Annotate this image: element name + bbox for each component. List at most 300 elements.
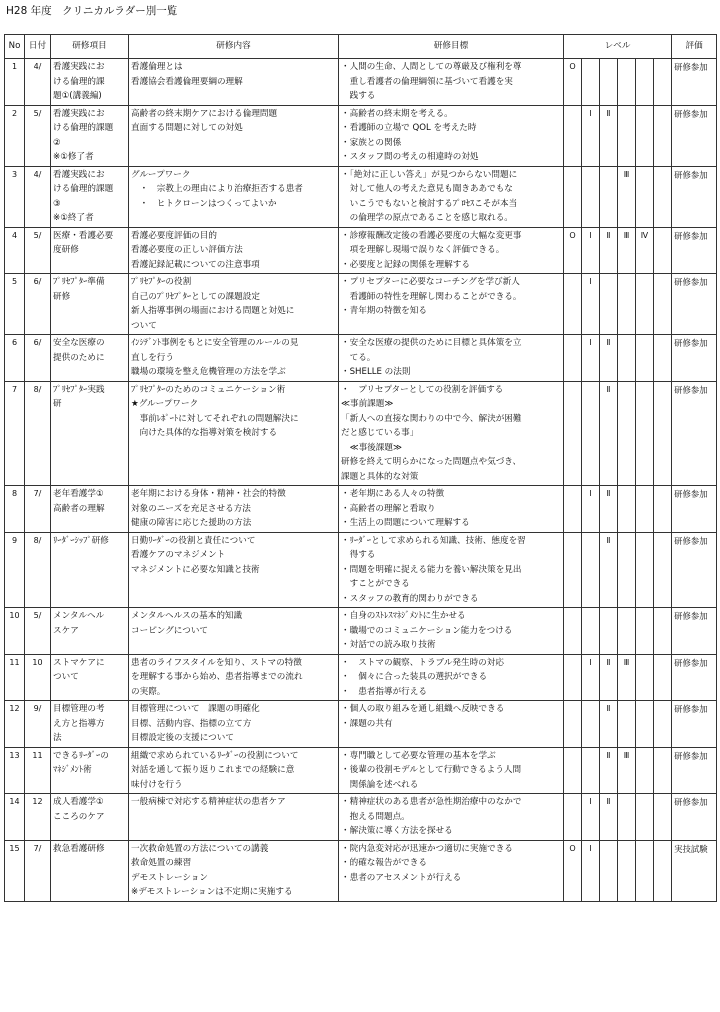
table-row <box>5 227 717 274</box>
level-mark: Ⅱ <box>600 105 618 166</box>
goal-line: ・後輩の役割モデルとして行動できるよう人間 <box>341 765 522 775</box>
level-mark <box>582 747 600 794</box>
row-item <box>51 701 129 748</box>
row-content <box>129 747 339 794</box>
row-item <box>51 794 129 841</box>
level-mark <box>654 794 672 841</box>
row-evaluation: 研修参加 <box>672 381 717 486</box>
row-evaluation: 研修参加 <box>672 227 717 274</box>
row-goal <box>339 747 564 794</box>
level-mark <box>618 794 636 841</box>
content-line: コーピングについて <box>131 625 209 636</box>
level-mark: Ⅰ <box>582 274 600 335</box>
item-line: ストマケアに <box>53 657 105 668</box>
row-item <box>51 532 129 608</box>
table-row <box>5 794 717 841</box>
row-date: 12 <box>25 794 51 841</box>
level-mark <box>636 166 654 227</box>
row-date: 4/ <box>25 166 51 227</box>
table-row <box>5 608 717 655</box>
content-line: 一般病棟で対応する精神症状の患者ケア <box>131 797 286 807</box>
goal-line: ・問題を明確に捉える能力を養い解決策を見出 <box>341 564 522 575</box>
goal-line: ・患者のアセスメントが行える <box>341 872 462 883</box>
item-line: 高齢者の理解 <box>53 503 105 514</box>
item-line: メンタルヘル <box>53 611 105 621</box>
row-content <box>129 335 339 382</box>
goal-line: ・高齢者の終末期を考える。 <box>341 108 453 119</box>
row-number: 4 <box>5 227 25 274</box>
level-mark <box>636 486 654 533</box>
content-line: 健康の障害に応じた援助の方法 <box>131 518 252 528</box>
content-line: を理解する事から始め、患者指導までの流れ <box>131 672 303 682</box>
table-row <box>5 166 717 227</box>
item-line: 研 <box>53 399 62 409</box>
item-line: 看護実践にお <box>53 169 105 180</box>
level-mark: Ⅲ <box>618 227 636 274</box>
table-row <box>5 105 717 166</box>
row-evaluation: 研修参加 <box>672 747 717 794</box>
row-content <box>129 701 339 748</box>
item-line: 法 <box>53 733 62 743</box>
goal-line: ・生活上の問題について理解する <box>341 518 470 528</box>
level-mark <box>654 59 672 106</box>
goal-line: ・自身のｽﾄﾚｽﾏﾈｼﾞﾒﾝﾄに生かせる <box>341 611 466 621</box>
row-evaluation: 研修参加 <box>672 335 717 382</box>
level-mark <box>564 274 582 335</box>
header-item: 研修項目 <box>51 35 129 59</box>
row-number: 14 <box>5 794 25 841</box>
row-date: 11 <box>25 747 51 794</box>
content-line: 老年期における身体・精神・社会的特徴 <box>131 489 286 499</box>
content-line: 看護記録記載についての注意事項 <box>131 259 260 270</box>
content-line: 目標、活動内容、指標の立て方 <box>131 718 252 729</box>
item-line: ﾏﾈｼﾞﾒﾝﾄ術 <box>53 765 92 775</box>
level-mark: O <box>564 227 582 274</box>
item-line: え方と指導方 <box>53 718 105 729</box>
level-mark <box>618 274 636 335</box>
goal-line: ≪事前課題≫ <box>341 399 394 409</box>
content-line: 職場の環境を整え危機管理の方法を学ぶ <box>131 367 286 377</box>
content-line: マネジメントに必要な知識と技術 <box>131 564 260 575</box>
row-item <box>51 105 129 166</box>
goal-line: の倫理学の原点であることを感じ取れる。 <box>341 213 513 223</box>
item-line: 看護実践にお <box>53 62 105 72</box>
level-mark <box>618 532 636 608</box>
row-goal <box>339 840 564 901</box>
row-evaluation: 研修参加 <box>672 166 717 227</box>
item-line: 看護実践にお <box>53 108 105 119</box>
row-goal <box>339 381 564 486</box>
header-eval: 評価 <box>672 35 717 59</box>
goal-line: ・プリセプターに必要なコーチングを学び新人 <box>341 277 520 287</box>
row-content <box>129 486 339 533</box>
table-row <box>5 59 717 106</box>
item-line: 研修 <box>53 291 71 302</box>
level-mark <box>636 840 654 901</box>
header-goal: 研修目標 <box>339 35 564 59</box>
goal-line: すことができる <box>341 579 410 589</box>
level-mark <box>636 381 654 486</box>
level-mark: Ⅰ <box>582 486 600 533</box>
level-mark: Ⅰ <box>582 227 600 274</box>
goal-line: ・看護師の立場で QOL を考えた時 <box>341 123 477 133</box>
level-mark <box>564 335 582 382</box>
row-date: 4/ <box>25 59 51 106</box>
content-line: 組織で求められているﾘｰﾀﾞｰの役割について <box>131 750 299 761</box>
content-line: ・ ヒトクローンはつくってよいか <box>131 198 277 209</box>
row-goal <box>339 105 564 166</box>
row-number: 8 <box>5 486 25 533</box>
level-mark <box>636 794 654 841</box>
goal-line: ・院内急変対応が迅速かつ適切に実施できる <box>341 843 513 854</box>
row-goal <box>339 335 564 382</box>
goal-line: 得する <box>341 550 376 560</box>
goal-line: 抱える問題点。 <box>341 811 410 822</box>
table-row <box>5 840 717 901</box>
row-evaluation: 実技試験 <box>672 840 717 901</box>
level-mark: Ⅱ <box>600 794 618 841</box>
row-content <box>129 381 339 486</box>
level-mark <box>600 166 618 227</box>
row-item <box>51 747 129 794</box>
content-line: ﾌﾟﾘｾﾌﾟﾀｰの役割 <box>131 277 192 287</box>
item-line: ついて <box>53 672 79 682</box>
level-mark <box>636 335 654 382</box>
row-date: 8/ <box>25 532 51 608</box>
goal-line: てる。 <box>341 352 376 363</box>
item-line: ③ <box>53 198 61 209</box>
level-mark: Ⅱ <box>600 747 618 794</box>
item-line: ﾌﾟﾘｾﾌﾟﾀｰ実践 <box>53 384 105 395</box>
level-mark <box>618 105 636 166</box>
row-content <box>129 532 339 608</box>
row-date: 7/ <box>25 840 51 901</box>
content-line: 自己のﾌﾟﾘｾﾌﾟﾀｰとしての課題設定 <box>131 291 260 302</box>
level-mark <box>582 166 600 227</box>
item-line: ※①修了者 <box>53 152 94 162</box>
row-item <box>51 486 129 533</box>
content-line: ★グループワーク <box>131 399 199 409</box>
goal-line: ・ 患者指導が行える <box>341 686 427 697</box>
row-item <box>51 381 129 486</box>
content-line: 日勤ﾘｰﾀﾞｰの役割と責任について <box>131 535 256 546</box>
level-mark <box>582 59 600 106</box>
row-date: 5/ <box>25 227 51 274</box>
row-goal <box>339 608 564 655</box>
content-line: 向けた具体的な指導対策を検討する <box>131 428 278 438</box>
row-date: 8/ <box>25 381 51 486</box>
goal-line: だと感じている事」 <box>341 428 419 438</box>
row-content <box>129 105 339 166</box>
goal-line: ・「絶対に正しい答え」が見つからない問題に <box>341 169 518 180</box>
row-date: 5/ <box>25 105 51 166</box>
level-mark <box>582 608 600 655</box>
content-line: 目標設定後の支援について <box>131 733 234 743</box>
goal-line: いこうでもないと検討するﾌﾟﾛｾｽこそが本当 <box>341 198 518 209</box>
level-mark <box>636 274 654 335</box>
row-number: 7 <box>5 381 25 486</box>
level-mark <box>654 381 672 486</box>
header-row <box>5 35 717 59</box>
row-goal <box>339 486 564 533</box>
goal-line: 研修を終えて明らかになった問題点や気づき、 <box>341 457 522 467</box>
level-mark: Ⅲ <box>618 166 636 227</box>
level-mark: Ⅱ <box>600 335 618 382</box>
content-line: 救命処置の練習 <box>131 858 192 868</box>
row-goal <box>339 654 564 701</box>
goal-line: ・SHELLE の法則 <box>341 367 411 377</box>
content-line: 直しを行う <box>131 352 174 363</box>
level-mark <box>654 166 672 227</box>
row-goal <box>339 59 564 106</box>
level-mark <box>582 381 600 486</box>
content-line: ついて <box>131 320 157 331</box>
content-line: ｲﾝｼﾃﾞﾝﾄ事例をもとに安全管理のルールの見 <box>131 338 299 348</box>
level-mark <box>654 840 672 901</box>
level-mark <box>654 335 672 382</box>
content-line: ﾌﾟﾘｾﾌﾟﾀｰのためのコミュニケーション術 <box>131 384 286 395</box>
level-mark: Ⅰ <box>582 794 600 841</box>
row-number: 9 <box>5 532 25 608</box>
table-row <box>5 701 717 748</box>
row-date: 6/ <box>25 335 51 382</box>
level-mark <box>564 794 582 841</box>
item-line: ※①終了者 <box>53 213 94 223</box>
row-goal <box>339 794 564 841</box>
row-evaluation: 研修参加 <box>672 532 717 608</box>
level-mark <box>654 486 672 533</box>
row-item <box>51 840 129 901</box>
row-number: 5 <box>5 274 25 335</box>
level-mark <box>636 532 654 608</box>
level-mark: Ⅲ <box>618 747 636 794</box>
header-no: No <box>5 35 25 59</box>
row-date: 10 <box>25 654 51 701</box>
goal-line: 重し看護者の倫理綱領に基づいて看護を実 <box>341 76 513 87</box>
row-content <box>129 608 339 655</box>
ladder-table <box>4 34 717 902</box>
row-number: 15 <box>5 840 25 901</box>
goal-line: ≪事後課題≫ <box>341 442 402 453</box>
row-item <box>51 608 129 655</box>
level-mark: Ⅱ <box>600 486 618 533</box>
content-line: 味付けを行う <box>131 779 183 790</box>
goal-line: ・ﾘｰﾀﾞｰとして求められる知識、技術、態度を習 <box>341 535 526 546</box>
level-mark: O <box>564 59 582 106</box>
level-mark <box>654 532 672 608</box>
level-mark: Ⅳ <box>636 227 654 274</box>
row-content <box>129 166 339 227</box>
item-line: 救急看護研修 <box>53 843 105 854</box>
level-mark: O <box>564 840 582 901</box>
level-mark <box>654 654 672 701</box>
level-mark <box>654 747 672 794</box>
goal-line: 対して他人の考えた意見も聞きああでもな <box>341 184 513 194</box>
level-mark <box>582 532 600 608</box>
level-mark <box>600 274 618 335</box>
row-content <box>129 794 339 841</box>
content-line: ※デモストレーションは不定期に実施する <box>131 887 293 897</box>
row-goal <box>339 701 564 748</box>
row-item <box>51 335 129 382</box>
table-row <box>5 532 717 608</box>
row-number: 3 <box>5 166 25 227</box>
row-content <box>129 840 339 901</box>
level-mark <box>564 166 582 227</box>
row-goal <box>339 274 564 335</box>
level-mark <box>636 59 654 106</box>
content-line: の実際。 <box>131 686 166 697</box>
goal-line: 「新人への直接な関わりの中で今、解決が困難 <box>341 413 522 424</box>
row-number: 13 <box>5 747 25 794</box>
item-line: ﾘｰﾀﾞｰｼｯﾌﾟ研修 <box>53 535 109 546</box>
level-mark <box>636 608 654 655</box>
level-mark <box>564 701 582 748</box>
content-line: 患者のライフスタイルを知り、ストマの特徴 <box>131 657 302 668</box>
item-line: ける倫理的課 <box>53 76 105 87</box>
level-mark <box>564 608 582 655</box>
level-mark <box>654 105 672 166</box>
item-line: 度研修 <box>53 245 79 255</box>
goal-line: ・課題の共有 <box>341 718 393 729</box>
row-evaluation: 研修参加 <box>672 701 717 748</box>
row-evaluation: 研修参加 <box>672 486 717 533</box>
level-mark: Ⅰ <box>582 105 600 166</box>
row-number: 11 <box>5 654 25 701</box>
content-line: デモストレーション <box>131 872 209 883</box>
goal-line: ・スタッフ間の考えの相違時の対処 <box>341 152 479 162</box>
table-row <box>5 654 717 701</box>
row-content <box>129 274 339 335</box>
row-item <box>51 274 129 335</box>
row-item <box>51 227 129 274</box>
goal-line: ・ プリセプターとしての役割を評価する <box>341 384 504 395</box>
goal-line: ・解決策に導く方法を探せる <box>341 826 453 836</box>
item-line: スケア <box>53 625 79 636</box>
row-goal <box>339 166 564 227</box>
content-line: 事前ﾚﾎﾟｰﾄに対してそれぞれの問題解決に <box>131 413 299 424</box>
goal-line: ・的確な報告ができる <box>341 858 427 868</box>
table-row <box>5 486 717 533</box>
item-line: こころのケア <box>53 811 105 822</box>
goal-line: ・職場でのコミュニケーション能力をつける <box>341 625 513 636</box>
level-mark: Ⅰ <box>582 840 600 901</box>
level-mark <box>618 608 636 655</box>
row-goal <box>339 532 564 608</box>
level-mark <box>564 532 582 608</box>
item-line: ける倫理的課題 <box>53 184 114 194</box>
goal-line: 課題と具体的な対策 <box>341 471 419 482</box>
table-row <box>5 274 717 335</box>
content-line: 高齢者の終末期ケアにおける倫理問題 <box>131 108 278 119</box>
goal-line: ・家族との関係 <box>341 137 402 148</box>
item-line: 老年看護学① <box>53 489 104 499</box>
level-mark <box>564 486 582 533</box>
level-mark <box>618 59 636 106</box>
item-line: 提供のために <box>53 352 105 363</box>
level-mark: Ⅰ <box>582 654 600 701</box>
row-date: 5/ <box>25 608 51 655</box>
content-line: 新人指導事例の場面における問題と対処に <box>131 306 295 316</box>
level-mark <box>636 654 654 701</box>
content-line: 直面する問題に対しての対処 <box>131 123 243 133</box>
item-line: 成人看護学① <box>53 797 104 807</box>
level-mark: Ⅰ <box>582 335 600 382</box>
level-mark <box>636 747 654 794</box>
level-mark <box>654 701 672 748</box>
item-line: ける倫理的課題 <box>53 123 114 133</box>
content-line: 目標管理について 課題の明確化 <box>131 704 260 714</box>
goal-line: ・ 個々に合った装具の選択ができる <box>341 672 488 682</box>
content-line: グループワーク <box>131 169 191 180</box>
level-mark <box>564 105 582 166</box>
goal-line: 項を理解し現場で誤りなく評価できる。 <box>341 245 505 255</box>
goal-line: ・スタッフの教育的関わりができる <box>341 593 479 604</box>
goal-line: ・ ストマの観察、トラブル発生時の対応 <box>341 657 504 668</box>
row-item <box>51 654 129 701</box>
level-mark <box>618 840 636 901</box>
item-line: 医療・看護必要 <box>53 230 114 241</box>
row-number: 10 <box>5 608 25 655</box>
goal-line: 践する <box>341 91 376 101</box>
table-row <box>5 335 717 382</box>
level-mark <box>618 486 636 533</box>
goal-line: ・青年期の特徴を知る <box>341 306 427 316</box>
level-mark: Ⅱ <box>600 227 618 274</box>
goal-line: ・老年期にある人々の特徴 <box>341 489 445 499</box>
row-item <box>51 166 129 227</box>
level-mark <box>654 227 672 274</box>
table-row <box>5 747 717 794</box>
content-line: 看護ケアのマネジメント <box>131 550 226 560</box>
row-date: 6/ <box>25 274 51 335</box>
page-title: H28 年度 クリニカルラダー別一覧 <box>6 5 178 17</box>
row-item <box>51 59 129 106</box>
level-mark <box>564 381 582 486</box>
goal-line: ・対話での読み取り技術 <box>341 640 436 650</box>
item-line: 目標管理の考 <box>53 704 105 714</box>
header-date: 日付 <box>25 35 51 59</box>
goal-line: ・人間の生命、人間としての尊厳及び権利を尊 <box>341 62 522 72</box>
level-mark <box>618 335 636 382</box>
row-evaluation: 研修参加 <box>672 274 717 335</box>
item-line: ② <box>53 137 61 148</box>
content-line: 対象のニーズを充足させる方法 <box>131 503 251 514</box>
row-number: 1 <box>5 59 25 106</box>
table-body <box>5 59 717 902</box>
level-mark <box>654 608 672 655</box>
header-content: 研修内容 <box>129 35 339 59</box>
level-mark: Ⅲ <box>618 654 636 701</box>
row-evaluation: 研修参加 <box>672 105 717 166</box>
row-number: 2 <box>5 105 25 166</box>
goal-line: ・精神症状のある患者が急性期治療中のなかで <box>341 797 522 807</box>
goal-line: ・診療報酬改定後の看護必要度の大幅な変更事 <box>341 230 522 241</box>
content-line: メンタルヘルスの基本的知識 <box>131 611 243 621</box>
item-line: 題①(講義編) <box>53 91 102 101</box>
row-number: 6 <box>5 335 25 382</box>
row-evaluation: 研修参加 <box>672 794 717 841</box>
level-mark <box>636 701 654 748</box>
level-mark: Ⅱ <box>600 654 618 701</box>
goal-line: ・高齢者の理解と看取り <box>341 503 436 514</box>
level-mark <box>564 747 582 794</box>
content-line: 看護協会看護倫理要綱の理解 <box>131 76 243 87</box>
level-mark <box>600 59 618 106</box>
level-mark: Ⅱ <box>600 701 618 748</box>
level-mark <box>654 274 672 335</box>
goal-line: 関係論を述べれる <box>341 779 419 790</box>
